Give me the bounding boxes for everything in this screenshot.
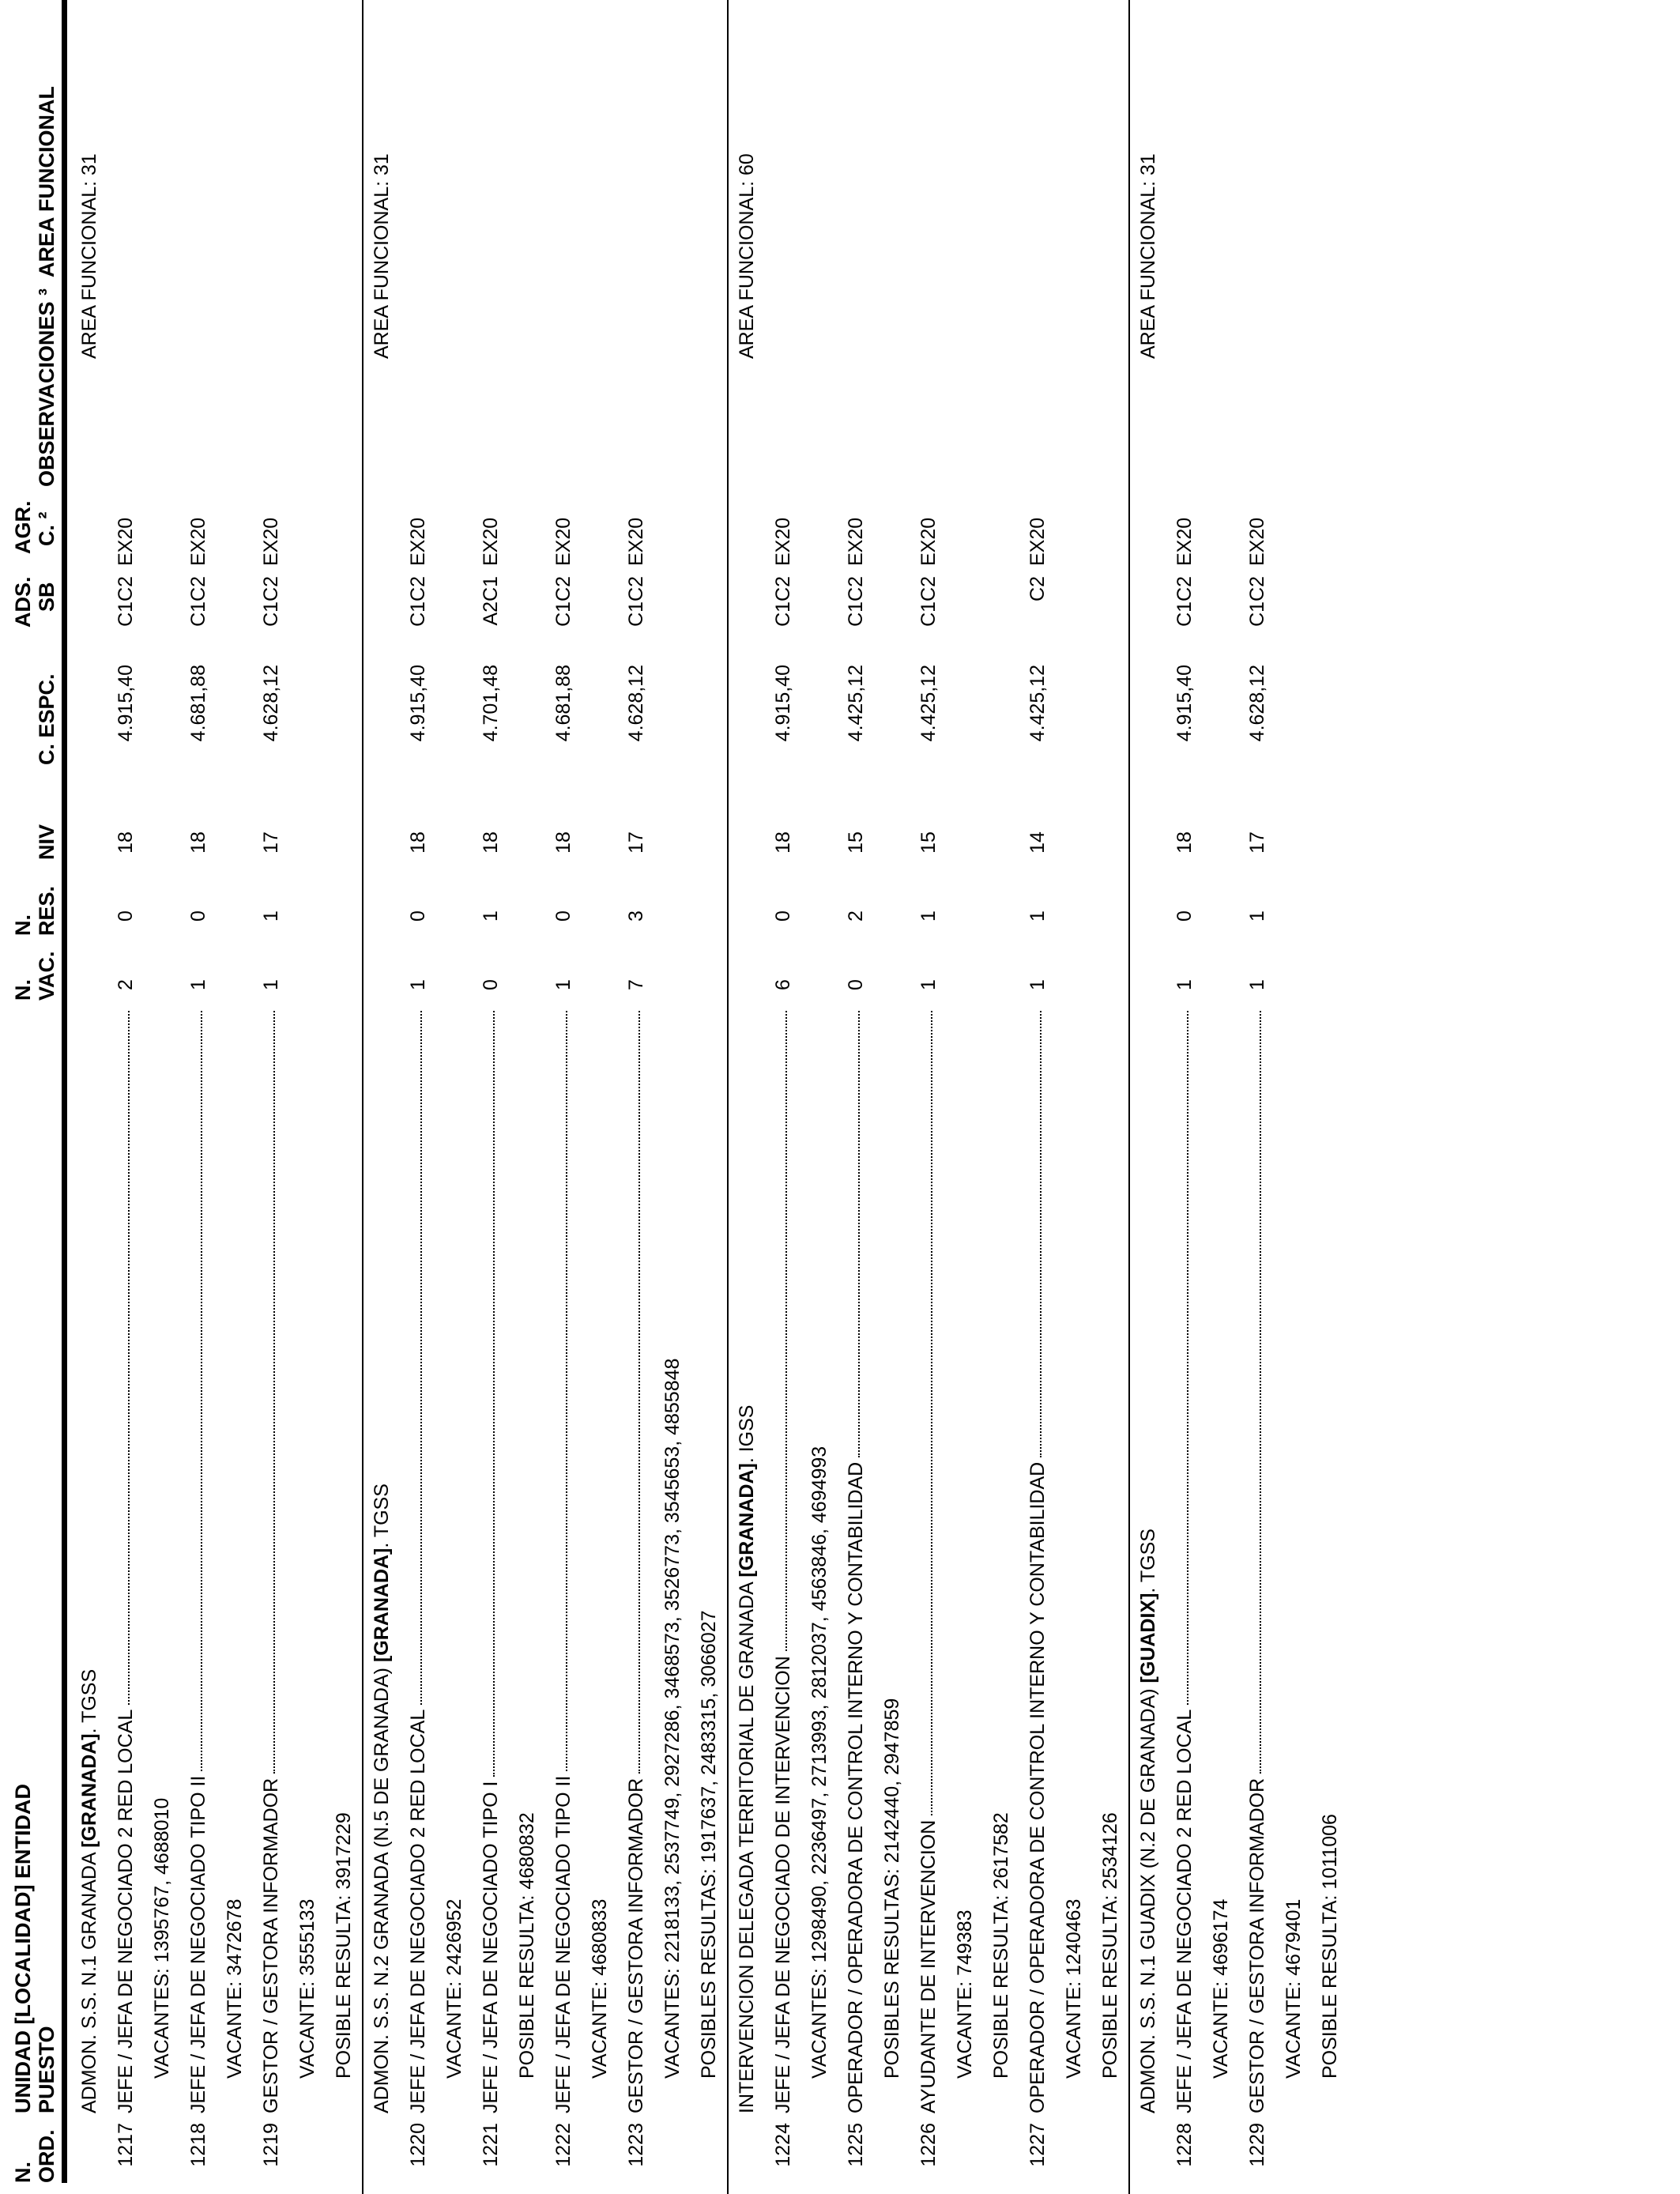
niv-value: 15 — [917, 831, 940, 854]
ads-sb-value: C2 — [1026, 576, 1049, 601]
n-res-value: 1 — [1026, 910, 1049, 922]
unit-heading — [1130, 1529, 1166, 2113]
ads-sb-value: C1C2 — [625, 576, 647, 627]
header-agr-line1: AGR. — [11, 500, 35, 554]
n-res-value: 2 — [845, 910, 867, 922]
header-n-vac-line2: VAC. — [35, 951, 58, 1001]
niv-value: 15 — [845, 831, 867, 854]
position-title: JEFE / JEFA DE NEGOCIADO 2 RED LOCAL — [115, 1709, 137, 2113]
n-res-value: 1 — [480, 910, 502, 922]
area-funcional-value: AREA FUNCIONAL: 31 — [78, 153, 100, 359]
vacancy-note: VACANTE: 3472678 — [224, 1898, 246, 2079]
agr-c-value: EX20 — [1246, 517, 1268, 566]
position-title-cell — [1019, 1011, 1056, 2113]
position-number: 1229 — [1246, 2123, 1268, 2167]
position-row — [910, 0, 947, 2194]
header-n-ord — [11, 2130, 58, 2184]
n-vac-value: 1 — [917, 979, 940, 990]
unit-section — [362, 0, 727, 2194]
n-vac-value: 1 — [187, 979, 209, 990]
n-vac-value: 1 — [407, 979, 429, 990]
dot-leader — [910, 1011, 932, 1815]
area-funcional-value: AREA FUNCIONAL: 60 — [736, 153, 758, 359]
position-title-cell — [838, 1011, 874, 2113]
position-title-cell — [1239, 1011, 1275, 2113]
vacancy-note: VACANTE: 3555133 — [296, 1898, 318, 2079]
note-row — [1056, 0, 1092, 2194]
unit-locality: [GRANADA] — [736, 1463, 758, 1578]
n-vac-value: 1 — [1246, 979, 1268, 990]
position-row — [1019, 0, 1056, 2194]
c-espc-value: 4.681,88 — [187, 665, 209, 742]
agr-c-value: EX20 — [772, 517, 794, 566]
position-number: 1228 — [1173, 2123, 1196, 2167]
header-c-espc: C. ESPC. — [35, 673, 58, 765]
position-number: 1220 — [407, 2123, 429, 2167]
note-row — [509, 0, 545, 2194]
n-res-value: 0 — [115, 910, 137, 922]
note-row — [582, 0, 618, 2194]
ads-sb-value: C1C2 — [115, 576, 137, 627]
position-title-cell — [253, 1011, 289, 2113]
agr-c-value: EX20 — [1026, 517, 1049, 566]
ads-sb-value: C1C2 — [845, 576, 867, 627]
vacancy-note: VACANTE: 2426952 — [443, 1898, 465, 2079]
note-row — [947, 0, 983, 2194]
c-espc-value: 4.681,88 — [552, 665, 574, 742]
n-vac-value: 1 — [1026, 979, 1049, 990]
position-title: AYUDANTE DE INTERVENCION — [917, 1819, 940, 2113]
n-vac-value: 0 — [480, 979, 502, 990]
agr-c-value: EX20 — [260, 517, 282, 566]
vacancy-note: VACANTES: 1395767, 4688010 — [151, 1797, 173, 2079]
position-number: 1225 — [845, 2123, 867, 2167]
position-number: 1221 — [480, 2123, 502, 2167]
position-title: OPERADOR / OPERADORA DE CONTROL INTERNO Y CONTABILIDAD — [845, 1461, 867, 2113]
unit-heading — [71, 1669, 107, 2113]
c-espc-value: 4.425,12 — [845, 665, 867, 742]
unit-entity: . TGSS — [371, 1483, 393, 1548]
dot-leader — [253, 1011, 275, 1774]
position-row — [107, 0, 144, 2194]
agr-c-value: EX20 — [480, 517, 502, 566]
ads-sb-value: C1C2 — [407, 576, 429, 627]
dot-leader — [400, 1011, 422, 1705]
position-title-cell — [107, 1011, 144, 2113]
n-res-value: 0 — [187, 910, 209, 922]
c-espc-value: 4.628,12 — [1246, 665, 1268, 742]
niv-value: 18 — [480, 831, 502, 854]
niv-value: 18 — [115, 831, 137, 854]
header-n-vac-line1: N. — [11, 979, 35, 1001]
unit-section — [1128, 0, 1348, 2194]
position-title-cell — [1166, 1011, 1203, 2113]
c-espc-value: 4.425,12 — [917, 665, 940, 742]
vacancy-note: VACANTE: 4680833 — [589, 1898, 611, 2079]
header-rule — [62, 0, 67, 2183]
unit-row — [363, 0, 400, 2194]
header-n-res — [11, 886, 58, 936]
n-vac-value: 2 — [115, 979, 137, 990]
position-number: 1224 — [772, 2123, 794, 2167]
position-row — [765, 0, 801, 2194]
position-number: 1219 — [260, 2123, 282, 2167]
header-unidad-line1: UNIDAD [LOCALIDAD] ENTIDAD — [11, 1784, 35, 2113]
position-number: 1227 — [1026, 2123, 1049, 2167]
note-row — [654, 0, 691, 2194]
c-espc-value: 4.701,48 — [480, 665, 502, 742]
c-espc-value: 4.915,40 — [407, 665, 429, 742]
position-row — [473, 0, 509, 2194]
note-row — [1312, 0, 1348, 2194]
niv-value: 18 — [772, 831, 794, 854]
position-title-cell — [180, 1011, 217, 2113]
position-number: 1223 — [625, 2123, 647, 2167]
c-espc-value: 4.915,40 — [1173, 665, 1196, 742]
agr-c-value: EX20 — [552, 517, 574, 566]
header-n-res-line1: N. — [11, 914, 35, 936]
unit-name: ADMON. S.S. N.1 GRANADA — [78, 1853, 100, 2113]
niv-value: 14 — [1026, 831, 1049, 854]
position-number: 1226 — [917, 2123, 940, 2167]
vacancy-note: POSIBLE RESULTA: 4680832 — [516, 1812, 538, 2079]
n-vac-value: 0 — [845, 979, 867, 990]
header-ads-sb — [11, 576, 58, 628]
position-title-cell — [400, 1011, 436, 2113]
area-funcional-value: AREA FUNCIONAL: 31 — [371, 153, 393, 359]
niv-value: 18 — [1173, 831, 1196, 854]
ads-sb-value: C1C2 — [772, 576, 794, 627]
header-ads-line2: SB — [35, 582, 58, 612]
c-espc-value: 4.915,40 — [115, 665, 137, 742]
position-title-cell — [473, 1011, 509, 2113]
position-row — [1166, 0, 1203, 2194]
ads-sb-value: A2C1 — [480, 576, 502, 626]
vacancy-note: VACANTE: 1240463 — [1063, 1898, 1085, 2079]
niv-value: 18 — [552, 831, 574, 854]
note-row — [801, 0, 838, 2194]
note-row — [436, 0, 473, 2194]
position-title: GESTOR / GESTORA INFORMADOR — [625, 1777, 647, 2113]
unit-locality: [GRANADA] — [78, 1733, 100, 1848]
n-vac-value: 1 — [260, 979, 282, 990]
niv-value: 17 — [260, 831, 282, 854]
vacancy-note: POSIBLE RESULTA: 2617582 — [990, 1812, 1012, 2079]
dot-leader — [473, 1011, 495, 1777]
header-n-ord-line2: ORD. — [35, 2129, 58, 2183]
position-number: 1222 — [552, 2123, 574, 2167]
unit-entity: . TGSS — [78, 1668, 100, 1734]
unit-row — [71, 0, 107, 2194]
position-number: 1217 — [115, 2123, 137, 2167]
ads-sb-value: C1C2 — [1246, 576, 1268, 627]
n-res-value: 0 — [772, 910, 794, 922]
n-vac-value: 1 — [1173, 979, 1196, 990]
position-title-cell — [545, 1011, 582, 2113]
agr-c-value: EX20 — [1173, 517, 1196, 566]
dot-leader — [180, 1011, 202, 1771]
agr-c-value: EX20 — [917, 517, 940, 566]
header-agr-line2: C. ² — [35, 511, 58, 546]
niv-value: 18 — [407, 831, 429, 854]
unit-locality: [GRANADA] — [371, 1547, 393, 1663]
agr-c-value: EX20 — [187, 517, 209, 566]
header-observaciones: OBSERVACIONES ³ — [35, 288, 58, 487]
header-n-res-line2: RES. — [35, 885, 58, 936]
agr-c-value: EX20 — [845, 517, 867, 566]
note-row — [144, 0, 180, 2194]
position-title: OPERADOR / OPERADORA DE CONTROL INTERNO Y CONTABILIDAD — [1026, 1461, 1049, 2113]
note-row — [326, 0, 362, 2194]
n-res-value: 0 — [552, 910, 574, 922]
position-row — [1239, 0, 1275, 2194]
area-funcional-value: AREA FUNCIONAL: 31 — [1137, 153, 1159, 359]
vacancy-note: POSIBLE RESULTA: 3917229 — [333, 1812, 355, 2079]
note-row — [1092, 0, 1128, 2194]
table-body — [71, 0, 1348, 2194]
note-row — [289, 0, 326, 2194]
position-title: GESTOR / GESTORA INFORMADOR — [1246, 1777, 1268, 2113]
unit-section — [71, 0, 362, 2194]
vacancy-note: VACANTES: 2218133, 2537749, 2927286, 3468573, 3526773, 3545653, 4855848 — [661, 1358, 684, 2079]
position-title-cell — [618, 1011, 654, 2113]
n-res-value: 0 — [1173, 910, 1196, 922]
unit-name: INTERVENCION DELEGADA TERRITORIAL DE GRANADA — [736, 1582, 758, 2113]
header-niv: NIV — [35, 824, 58, 860]
n-vac-value: 6 — [772, 979, 794, 990]
dot-leader — [1166, 1011, 1188, 1705]
n-res-value: 1 — [1246, 910, 1268, 922]
position-title-cell — [765, 1011, 801, 2113]
note-row — [1203, 0, 1239, 2194]
dot-leader — [545, 1011, 567, 1771]
header-area-funcional: AREA FUNCIONAL — [35, 86, 58, 277]
header-agr-c — [11, 501, 58, 555]
c-espc-value: 4.425,12 — [1026, 665, 1049, 742]
position-row — [838, 0, 874, 2194]
dot-leader — [1239, 1011, 1261, 1774]
n-res-value: 3 — [625, 910, 647, 922]
unit-section — [727, 0, 1128, 2194]
vacancy-note: POSIBLE RESULTA: 2534126 — [1099, 1812, 1121, 2079]
header-n-ord-line1: N. — [11, 2162, 35, 2183]
note-row — [217, 0, 253, 2194]
unit-name: ADMON. S.S. N.1 GUADIX (N.2 DE GRANADA) — [1137, 1688, 1159, 2113]
position-title: JEFE / JEFA DE NEGOCIADO 2 RED LOCAL — [407, 1709, 429, 2113]
note-row — [691, 0, 727, 2194]
vacancy-note: VACANTE: 749383 — [954, 1909, 976, 2079]
n-res-value: 1 — [917, 910, 940, 922]
unit-entity: . TGSS — [1137, 1529, 1159, 1593]
position-title: JEFE / JEFA DE NEGOCIADO TIPO II — [552, 1775, 574, 2113]
header-ads-line1: ADS. — [11, 576, 35, 628]
dot-leader — [618, 1011, 640, 1774]
unit-entity: . IGSS — [736, 1404, 758, 1464]
position-row — [253, 0, 289, 2194]
n-vac-value: 1 — [552, 979, 574, 990]
unit-row — [1130, 0, 1166, 2194]
niv-value: 18 — [187, 831, 209, 854]
header-unidad-line2: PUESTO — [35, 2026, 58, 2113]
vacancy-note: POSIBLES RESULTAS: 2142440, 2947859 — [881, 1698, 903, 2079]
unit-row — [729, 0, 765, 2194]
c-espc-value: 4.915,40 — [772, 665, 794, 742]
dot-leader — [765, 1011, 787, 1651]
position-title: JEFE / JEFA DE NEGOCIADO TIPO I — [480, 1781, 502, 2113]
note-row — [983, 0, 1019, 2194]
position-row — [400, 0, 436, 2194]
position-title: JEFE / JEFA DE NEGOCIADO DE INTERVENCION — [772, 1656, 794, 2113]
table-header — [0, 0, 71, 2194]
agr-c-value: EX20 — [625, 517, 647, 566]
position-row — [180, 0, 217, 2194]
unit-heading — [729, 1405, 765, 2113]
niv-value: 17 — [625, 831, 647, 854]
position-number: 1218 — [187, 2123, 209, 2167]
position-title-cell — [910, 1011, 947, 2113]
ads-sb-value: C1C2 — [1173, 576, 1196, 627]
vacancy-note: VACANTE: 4696174 — [1210, 1898, 1232, 2079]
position-row — [618, 0, 654, 2194]
n-vac-value: 7 — [625, 979, 647, 990]
c-espc-value: 4.628,12 — [625, 665, 647, 742]
vacancy-note: POSIBLE RESULTA: 1011006 — [1319, 1814, 1341, 2079]
n-res-value: 1 — [260, 910, 282, 922]
dot-leader — [107, 1011, 130, 1705]
ads-sb-value: C1C2 — [917, 576, 940, 627]
dot-leader — [838, 1011, 860, 1457]
header-unidad — [11, 1784, 58, 2113]
note-row — [874, 0, 910, 2194]
niv-value: 17 — [1246, 831, 1268, 854]
vacancy-note: VACANTE: 4679401 — [1283, 1898, 1305, 2079]
c-espc-value: 4.628,12 — [260, 665, 282, 742]
unit-name: ADMON. S.S. N.2 GRANADA (N.5 DE GRANADA) — [371, 1668, 393, 2113]
ads-sb-value: C1C2 — [260, 576, 282, 627]
n-res-value: 0 — [407, 910, 429, 922]
header-n-vac — [11, 951, 58, 1001]
unit-heading — [363, 1483, 400, 2113]
position-row — [545, 0, 582, 2194]
position-title: JEFE / JEFA DE NEGOCIADO 2 RED LOCAL — [1173, 1709, 1196, 2113]
vacancy-note: POSIBLES RESULTAS: 1917637, 2483315, 3066027 — [698, 1610, 720, 2079]
position-title: GESTOR / GESTORA INFORMADOR — [260, 1777, 282, 2113]
ads-sb-value: C1C2 — [187, 576, 209, 627]
vacancy-note: VACANTES: 1298490, 2236497, 2713993, 2812037, 4563846, 4694993 — [808, 1446, 831, 2079]
ads-sb-value: C1C2 — [552, 576, 574, 627]
position-title: JEFE / JEFA DE NEGOCIADO TIPO II — [187, 1775, 209, 2113]
dot-leader — [1019, 1011, 1042, 1457]
agr-c-value: EX20 — [115, 517, 137, 566]
agr-c-value: EX20 — [407, 517, 429, 566]
note-row — [1275, 0, 1312, 2194]
unit-locality: [GUADIX] — [1137, 1593, 1159, 1683]
